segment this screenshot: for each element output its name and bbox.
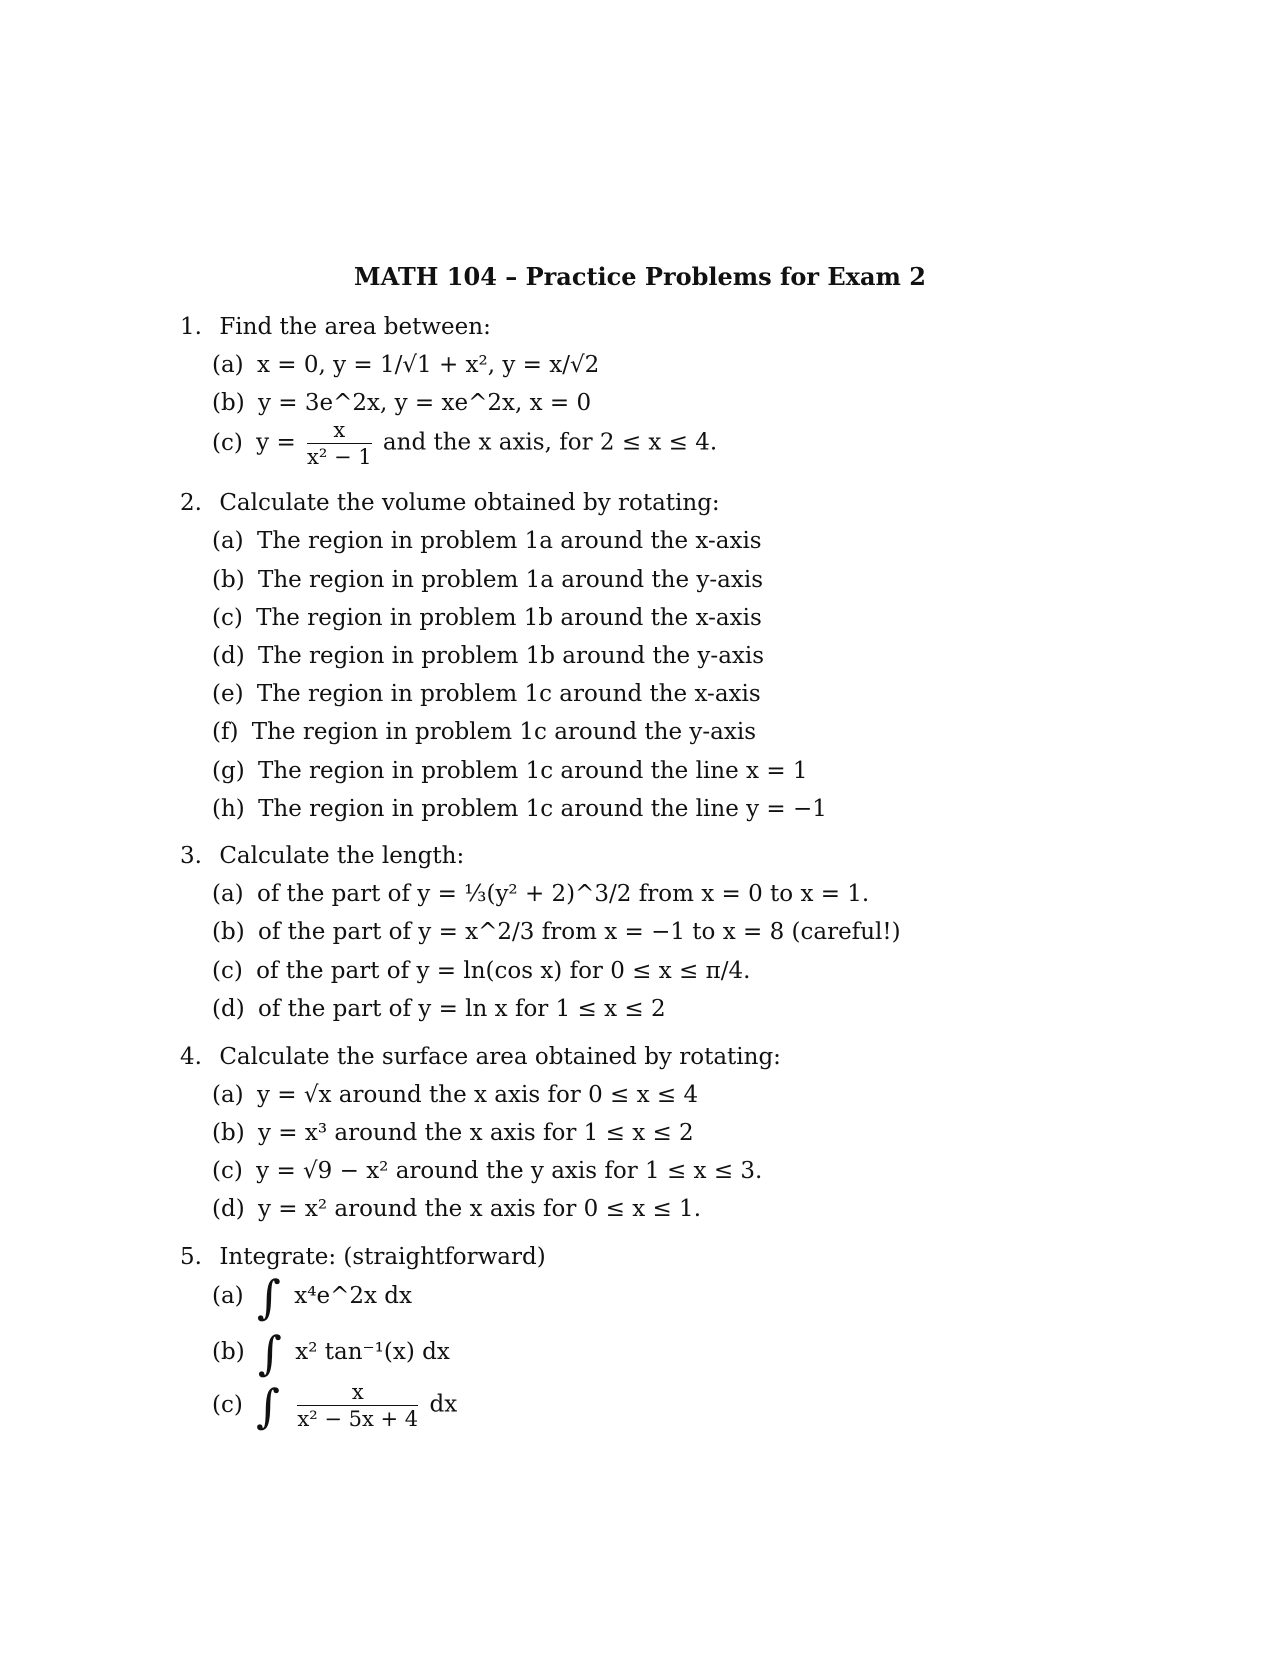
part-label: (b) [212, 567, 245, 593]
part-text: The region in problem 1b around the y-axis [257, 643, 765, 669]
problem-number: 4. [180, 1044, 202, 1070]
integral-sign: ∫ [256, 1378, 281, 1433]
part-text: of the part of y = ln x for 1 ≤ x ≤ 2 [257, 996, 666, 1022]
problem-2f [212, 719, 756, 745]
part-prefix: y = [256, 429, 296, 456]
differential: dx [429, 1391, 458, 1418]
part-text: The region in problem 1c around the line x = 1 [257, 758, 808, 784]
problem-4c [212, 1158, 762, 1184]
problem-4 [180, 1044, 781, 1070]
part-text: The region in problem 1c around the line y = −1 [258, 796, 827, 822]
problem-3 [180, 843, 464, 869]
fraction [307, 418, 372, 469]
problem-number: 5. [180, 1244, 202, 1270]
problem-2b [212, 567, 763, 593]
problem-2g [212, 758, 808, 784]
problem-prompt: Integrate: (straightforward) [219, 1244, 546, 1270]
problem-prompt: Calculate the surface area obtained by rotating: [219, 1044, 781, 1070]
part-label: (c) [212, 1391, 243, 1418]
problem-1a [212, 352, 599, 378]
part-text: x = 0, y = 1/√1 + x², y = x/√2 [256, 352, 600, 378]
part-text: of the part of y = ⅓(y² + 2)^3/2 from x = 0 to x = 1. [256, 881, 870, 907]
part-label: (a) [212, 528, 244, 554]
part-label: (b) [212, 390, 245, 416]
part-text: The region in problem 1a around the y-axis [257, 567, 764, 593]
part-label: (f) [212, 719, 239, 745]
problem-4d [212, 1196, 701, 1222]
problem-number: 2. [180, 490, 202, 516]
problem-5b [212, 1326, 450, 1380]
part-text: The region in problem 1c around the x-axis [256, 681, 761, 707]
part-text: y = x² around the x axis for 0 ≤ x ≤ 1. [257, 1196, 702, 1222]
part-label: (a) [212, 1082, 244, 1108]
part-label: (c) [212, 958, 243, 984]
problem-4a [212, 1082, 698, 1108]
part-label: (c) [212, 605, 243, 631]
part-text: y = 3e^2x, y = xe^2x, x = 0 [257, 390, 592, 416]
part-label: (a) [212, 352, 244, 378]
part-label: (h) [212, 796, 245, 822]
problem-number: 3. [180, 843, 202, 869]
problem-3a [212, 881, 869, 907]
integral-sign: ∫ [256, 1270, 281, 1324]
part-label: (g) [212, 758, 245, 784]
problem-3d [212, 996, 666, 1022]
fraction [297, 1380, 418, 1431]
problem-1 [180, 314, 491, 340]
problem-prompt: Calculate the volume obtained by rotating: [219, 490, 720, 516]
problem-prompt: Calculate the length: [219, 843, 465, 869]
part-label: (c) [212, 1158, 243, 1184]
problem-4b [212, 1120, 694, 1146]
page-title: MATH 104 – Practice Problems for Exam 2 [354, 262, 926, 291]
problem-1c [212, 418, 717, 469]
problem-3b [212, 919, 901, 945]
part-label: (b) [212, 919, 245, 945]
problem-2c [212, 605, 762, 631]
integral-sign: ∫ [257, 1326, 282, 1380]
part-text: of the part of y = ln(cos x) for 0 ≤ x ≤ π/4. [256, 958, 751, 984]
part-text: y = √9 − x² around the y axis for 1 ≤ x ≤ 3. [256, 1158, 763, 1184]
part-label: (d) [212, 996, 245, 1022]
part-label: (d) [212, 643, 245, 669]
fraction-denominator: x² − 5x + 4 [297, 1407, 419, 1431]
part-label: (b) [212, 1339, 245, 1365]
part-text: The region in problem 1a around the x-axis [256, 528, 762, 554]
fraction-numerator: x [307, 418, 372, 444]
problem-5 [180, 1244, 546, 1270]
problem-2 [180, 490, 720, 516]
part-label: (a) [212, 1283, 244, 1309]
integrand: x⁴e^2x dx [294, 1283, 412, 1309]
part-text: of the part of y = x^2/3 from x = −1 to x = 8 (careful!) [257, 919, 901, 945]
part-label: (a) [212, 881, 244, 907]
part-text: y = √x around the x axis for 0 ≤ x ≤ 4 [256, 1082, 699, 1108]
problem-5a [212, 1270, 412, 1324]
problem-3c [212, 958, 750, 984]
problem-2h [212, 796, 827, 822]
part-label: (b) [212, 1120, 245, 1146]
problem-2e [212, 681, 761, 707]
part-suffix: and the x axis, for 2 ≤ x ≤ 4. [382, 429, 718, 456]
problem-number: 1. [180, 314, 202, 340]
problem-5c [212, 1380, 457, 1431]
problem-1b [212, 390, 591, 416]
integrand: x² tan⁻¹(x) dx [295, 1339, 450, 1365]
part-label: (e) [212, 681, 244, 707]
fraction-denominator: x² − 1 [307, 445, 372, 469]
problem-2d [212, 643, 764, 669]
part-text: The region in problem 1c around the y-axis [251, 719, 756, 745]
part-text: y = x³ around the x axis for 1 ≤ x ≤ 2 [257, 1120, 694, 1146]
part-text: The region in problem 1b around the x-axis [256, 605, 762, 631]
part-label: (d) [212, 1196, 245, 1222]
problem-2a [212, 528, 762, 554]
problem-prompt: Find the area between: [219, 314, 491, 340]
fraction-numerator: x [297, 1380, 418, 1406]
part-label: (c) [212, 429, 243, 456]
